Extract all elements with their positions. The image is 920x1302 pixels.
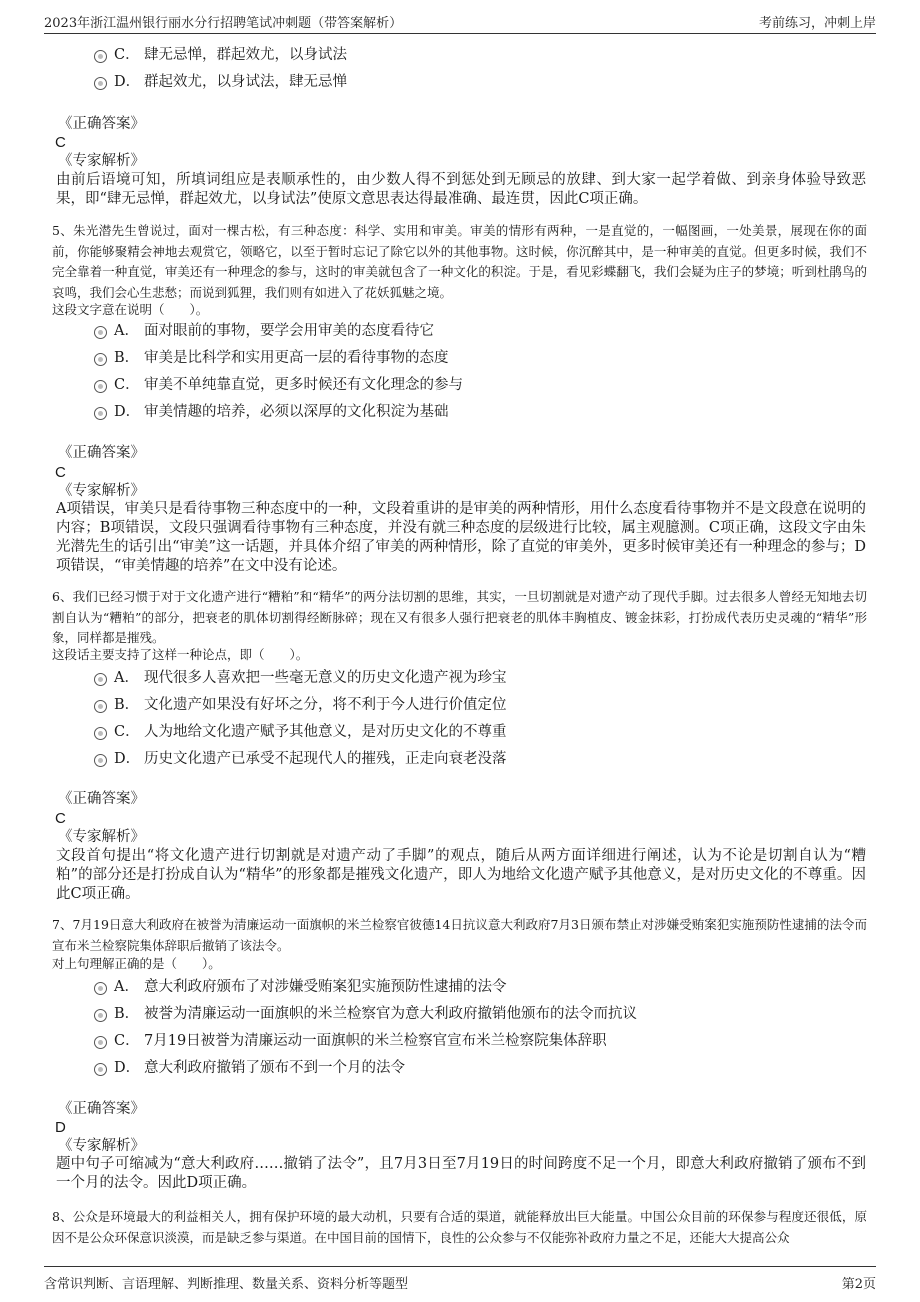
analysis-text: 由前后语境可知，所填词组应是表顺承性的，由少数人得不到惩处到无顾忌的放肆、到大家一起学着做、到亲身体验导致恶果，即“肆无忌惮，群起效尤，以身试法”使原文意思表达得最准确、最连贯，因此C项正确。 [56, 172, 866, 207]
radio-icon[interactable] [94, 673, 107, 686]
radio-icon[interactable] [94, 353, 107, 366]
question-stem: 7、7月19日意大利政府在被誉为清廉运动一面旗帜的米兰检察官彼德14日抗议意大利政府7月3日颁布禁止对涉嫌受贿案犯实施预防性逮捕的法令而宣布米兰检察院集体辞职后撤销了该法令。 [52, 917, 867, 953]
question-prompt: 这段话主要支持了这样一种论点，即（ ）。 [52, 647, 309, 662]
radio-icon[interactable] [94, 1009, 107, 1022]
expert-label: 《专家解析》 [58, 1138, 145, 1154]
answer-value: C [55, 464, 66, 481]
question-prompt: 对上句理解正确的是（ ）。 [52, 956, 221, 971]
answer-value: C [55, 810, 66, 827]
radio-icon[interactable] [94, 77, 107, 90]
answer-label: 《正确答案》 [58, 445, 145, 461]
expert-label: 《专家解析》 [58, 829, 145, 845]
radio-icon[interactable] [94, 407, 107, 420]
page-number: 第2页 [841, 1277, 876, 1292]
page-header [44, 10, 876, 34]
radio-icon[interactable] [94, 50, 107, 63]
answer-label: 《正确答案》 [58, 1101, 145, 1117]
radio-icon[interactable] [94, 326, 107, 339]
radio-icon[interactable] [94, 380, 107, 393]
answer-label: 《正确答案》 [58, 791, 145, 807]
analysis-text: 题中句子可缩减为“意大利政府……撤销了法令”，且7月3日至7月19日的时间跨度不足一个月，即意大利政府撤销了颁布不到一个月的法令。因此D项正确。 [56, 1156, 866, 1191]
question-prompt: 这段文字意在说明（ ）。 [52, 302, 209, 317]
radio-icon[interactable] [94, 1063, 107, 1076]
document-title: 2023年浙江温州银行丽水分行招聘笔试冲刺题（带答案解析） [44, 16, 403, 31]
answer-label: 《正确答案》 [58, 116, 145, 132]
analysis-text: 文段首句提出“将文化遗产进行切割就是对遗产动了手脚”的观点，随后从两方面详细进行阐述，认为不论是切割自认为“糟粕”的部分还是打扮成自认为“精华”的形象都是摧残文化遗产，即人为地给文化遗产赋予其他意义，是对历史文化的不尊重。因此C项正确。 [56, 848, 866, 902]
radio-icon[interactable] [94, 727, 107, 740]
radio-icon[interactable] [94, 700, 107, 713]
radio-icon[interactable] [94, 982, 107, 995]
question-stem: 8、公众是环境最大的利益相关人，拥有保护环境的最大动机，只要有合适的渠道，就能释放出巨大能量。中国公众目前的环保参与程度还很低，原因不是公众环保意识淡漠，而是缺乏参与渠道。在中国目前的国情下，良性的公众参与不仅能弥补政府力量之不足，还能大大提高公众 [52, 1209, 867, 1245]
expert-label: 《专家解析》 [58, 153, 145, 169]
radio-icon[interactable] [94, 754, 107, 767]
footer-note: 含常识判断、言语理解、判断推理、数量关系、资料分析等题型 [44, 1277, 409, 1292]
question-stem: 5、朱光潜先生曾说过，面对一棵古松，有三种态度：科学、实用和审美。审美的情形有两种，一是直觉的，一幅图画，一处美景，展现在你的面前，你能够聚精会神地去观赏它，领略它，以至于暂时忘记了除它以外的其他事物。这时候，你沉醉其中，是一种审美的直觉。但更多时候，我们不完全靠着一种直觉，审美还有一种理念的参与，这时的审美就包含了一种文化的积淀。于是，看见彩蝶翻飞，我们会疑为庄子的梦境；听到杜鹃鸟的哀鸣，我们会心生悲愁；而说到狐狸，我们则有如进入了花妖狐魅之境。 [52, 223, 867, 300]
answer-value: C [55, 134, 66, 151]
question-stem: 6、我们已经习惯于对于文化遗产进行“糟粕”和“精华”的两分法切割的思维，其实，一旦切割就是对遗产动了现代手脚。过去很多人曾经无知地去切割自认为“糟粕”的部分，把衰老的肌体切割得经断脉碎；现在又有很多人强行把衰老的肌体丰胸植皮、镀金抹彩，打扮成代表历史灵魂的“精华”形象，同样都是摧残。 [52, 589, 867, 645]
page-footer [44, 1266, 876, 1294]
analysis-text: A项错误，审美只是看待事物三种态度中的一种，文段着重讲的是审美的两种情形，用什么态度看待事物并不是文段意在说明的内容；B项错误，文段只强调看待事物有三种态度，并没有就三种态度的层级进行比较，属主观臆测。C项正确，这段文字由朱光潜先生的话引出“审美”这一话题，并具体介绍了审美的两种情形，除了直觉的审美外，更多时候审美还有一种理念的参与；D项错误，“审美情趣的培养”在文中没有论述。 [56, 501, 866, 574]
expert-label: 《专家解析》 [58, 483, 145, 499]
answer-value: D [55, 1119, 66, 1136]
header-slogan: 考前练习，冲刺上岸 [758, 16, 876, 31]
radio-icon[interactable] [94, 1036, 107, 1049]
